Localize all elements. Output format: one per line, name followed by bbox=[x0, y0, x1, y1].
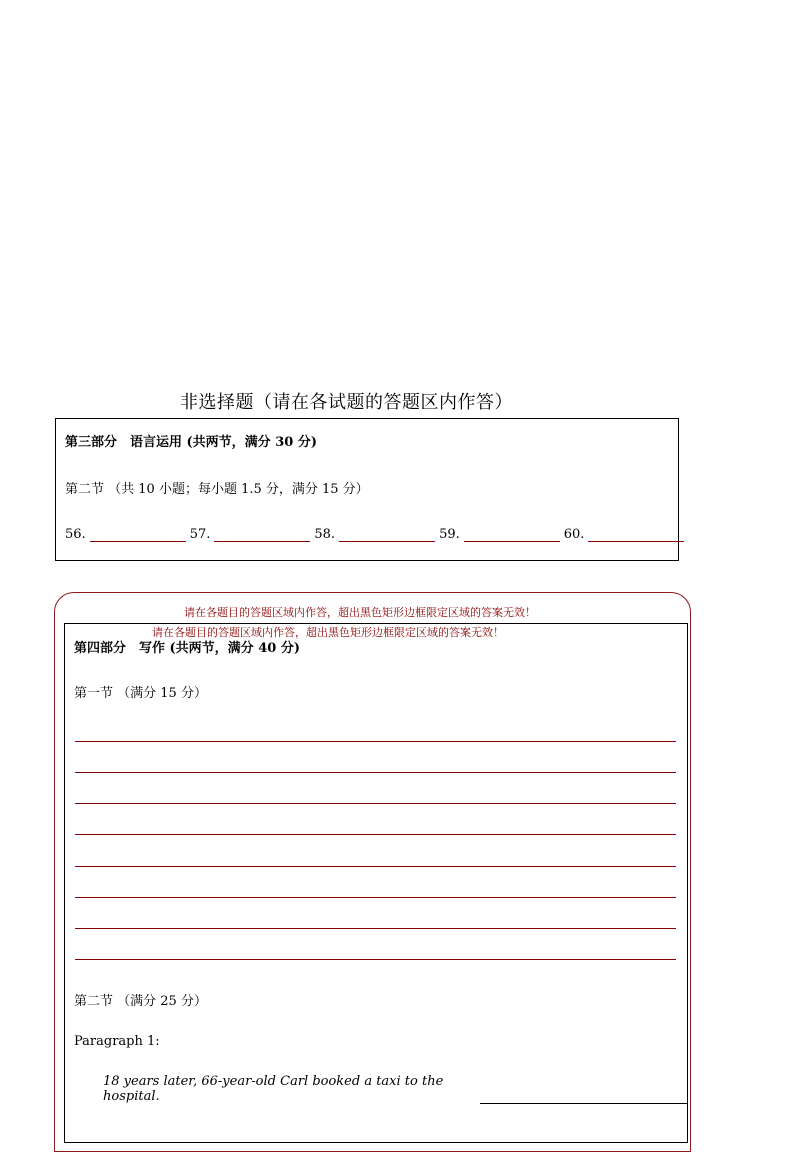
writing-line[interactable] bbox=[75, 834, 676, 835]
answer-blank-58[interactable] bbox=[339, 527, 435, 542]
writing-answer-box bbox=[64, 623, 688, 1143]
answer-blank-57[interactable] bbox=[214, 527, 310, 542]
answer-number: 57. bbox=[189, 527, 211, 542]
answer-56 bbox=[65, 527, 186, 542]
writing-line[interactable] bbox=[75, 897, 676, 898]
page-title: 非选择题（请在各试题的答题区内作答） bbox=[180, 392, 513, 413]
part3-answer-box bbox=[55, 418, 679, 561]
part4-heading: 第四部分 写作 (共两节，满分 40 分) bbox=[74, 641, 300, 656]
paragraph-label: Paragraph 1: bbox=[74, 1034, 160, 1049]
answer-blank-56[interactable] bbox=[90, 527, 186, 542]
answer-number: 56. bbox=[65, 527, 86, 542]
continuation-blank[interactable] bbox=[480, 1089, 687, 1104]
part3-heading: 第三部分 语言运用 (共两节，满分 30 分) bbox=[65, 435, 317, 450]
answer-number: 60. bbox=[563, 527, 585, 542]
answer-blank-60[interactable] bbox=[588, 527, 684, 542]
inner-warning-text: 请在各题目的答题区域内作答，超出黑色矩形边框限定区域的答案无效！ bbox=[152, 626, 504, 639]
prompt-sentence: 18 years later, 66-year-old Carl booked a taxi to the hospital. bbox=[103, 1074, 444, 1104]
part4-section1-label: 第一节 （满分 15 分） bbox=[74, 686, 207, 701]
answer-blank-59[interactable] bbox=[464, 527, 560, 542]
answer-number: 59. bbox=[439, 527, 460, 542]
answer-row bbox=[65, 527, 688, 542]
paragraph-prompt bbox=[103, 1074, 687, 1104]
answer-number: 58. bbox=[314, 527, 336, 542]
answer-60 bbox=[564, 527, 685, 542]
writing-line[interactable] bbox=[75, 928, 676, 929]
outer-warning-text: 请在各题目的答题区域内作答，超出黑色矩形边框限定区域的答案无效！ bbox=[184, 606, 536, 619]
answer-57 bbox=[190, 527, 311, 542]
writing-line[interactable] bbox=[75, 803, 676, 804]
answer-59 bbox=[439, 527, 560, 542]
part4-section2-label: 第二节 （满分 25 分） bbox=[74, 994, 207, 1009]
part3-section2-label: 第二节 （共 10 小题；每小题 1.5 分，满分 15 分） bbox=[65, 482, 369, 497]
writing-line[interactable] bbox=[75, 866, 676, 867]
answer-58 bbox=[314, 527, 435, 542]
writing-line[interactable] bbox=[75, 741, 676, 742]
writing-line[interactable] bbox=[75, 959, 676, 960]
writing-line[interactable] bbox=[75, 772, 676, 773]
